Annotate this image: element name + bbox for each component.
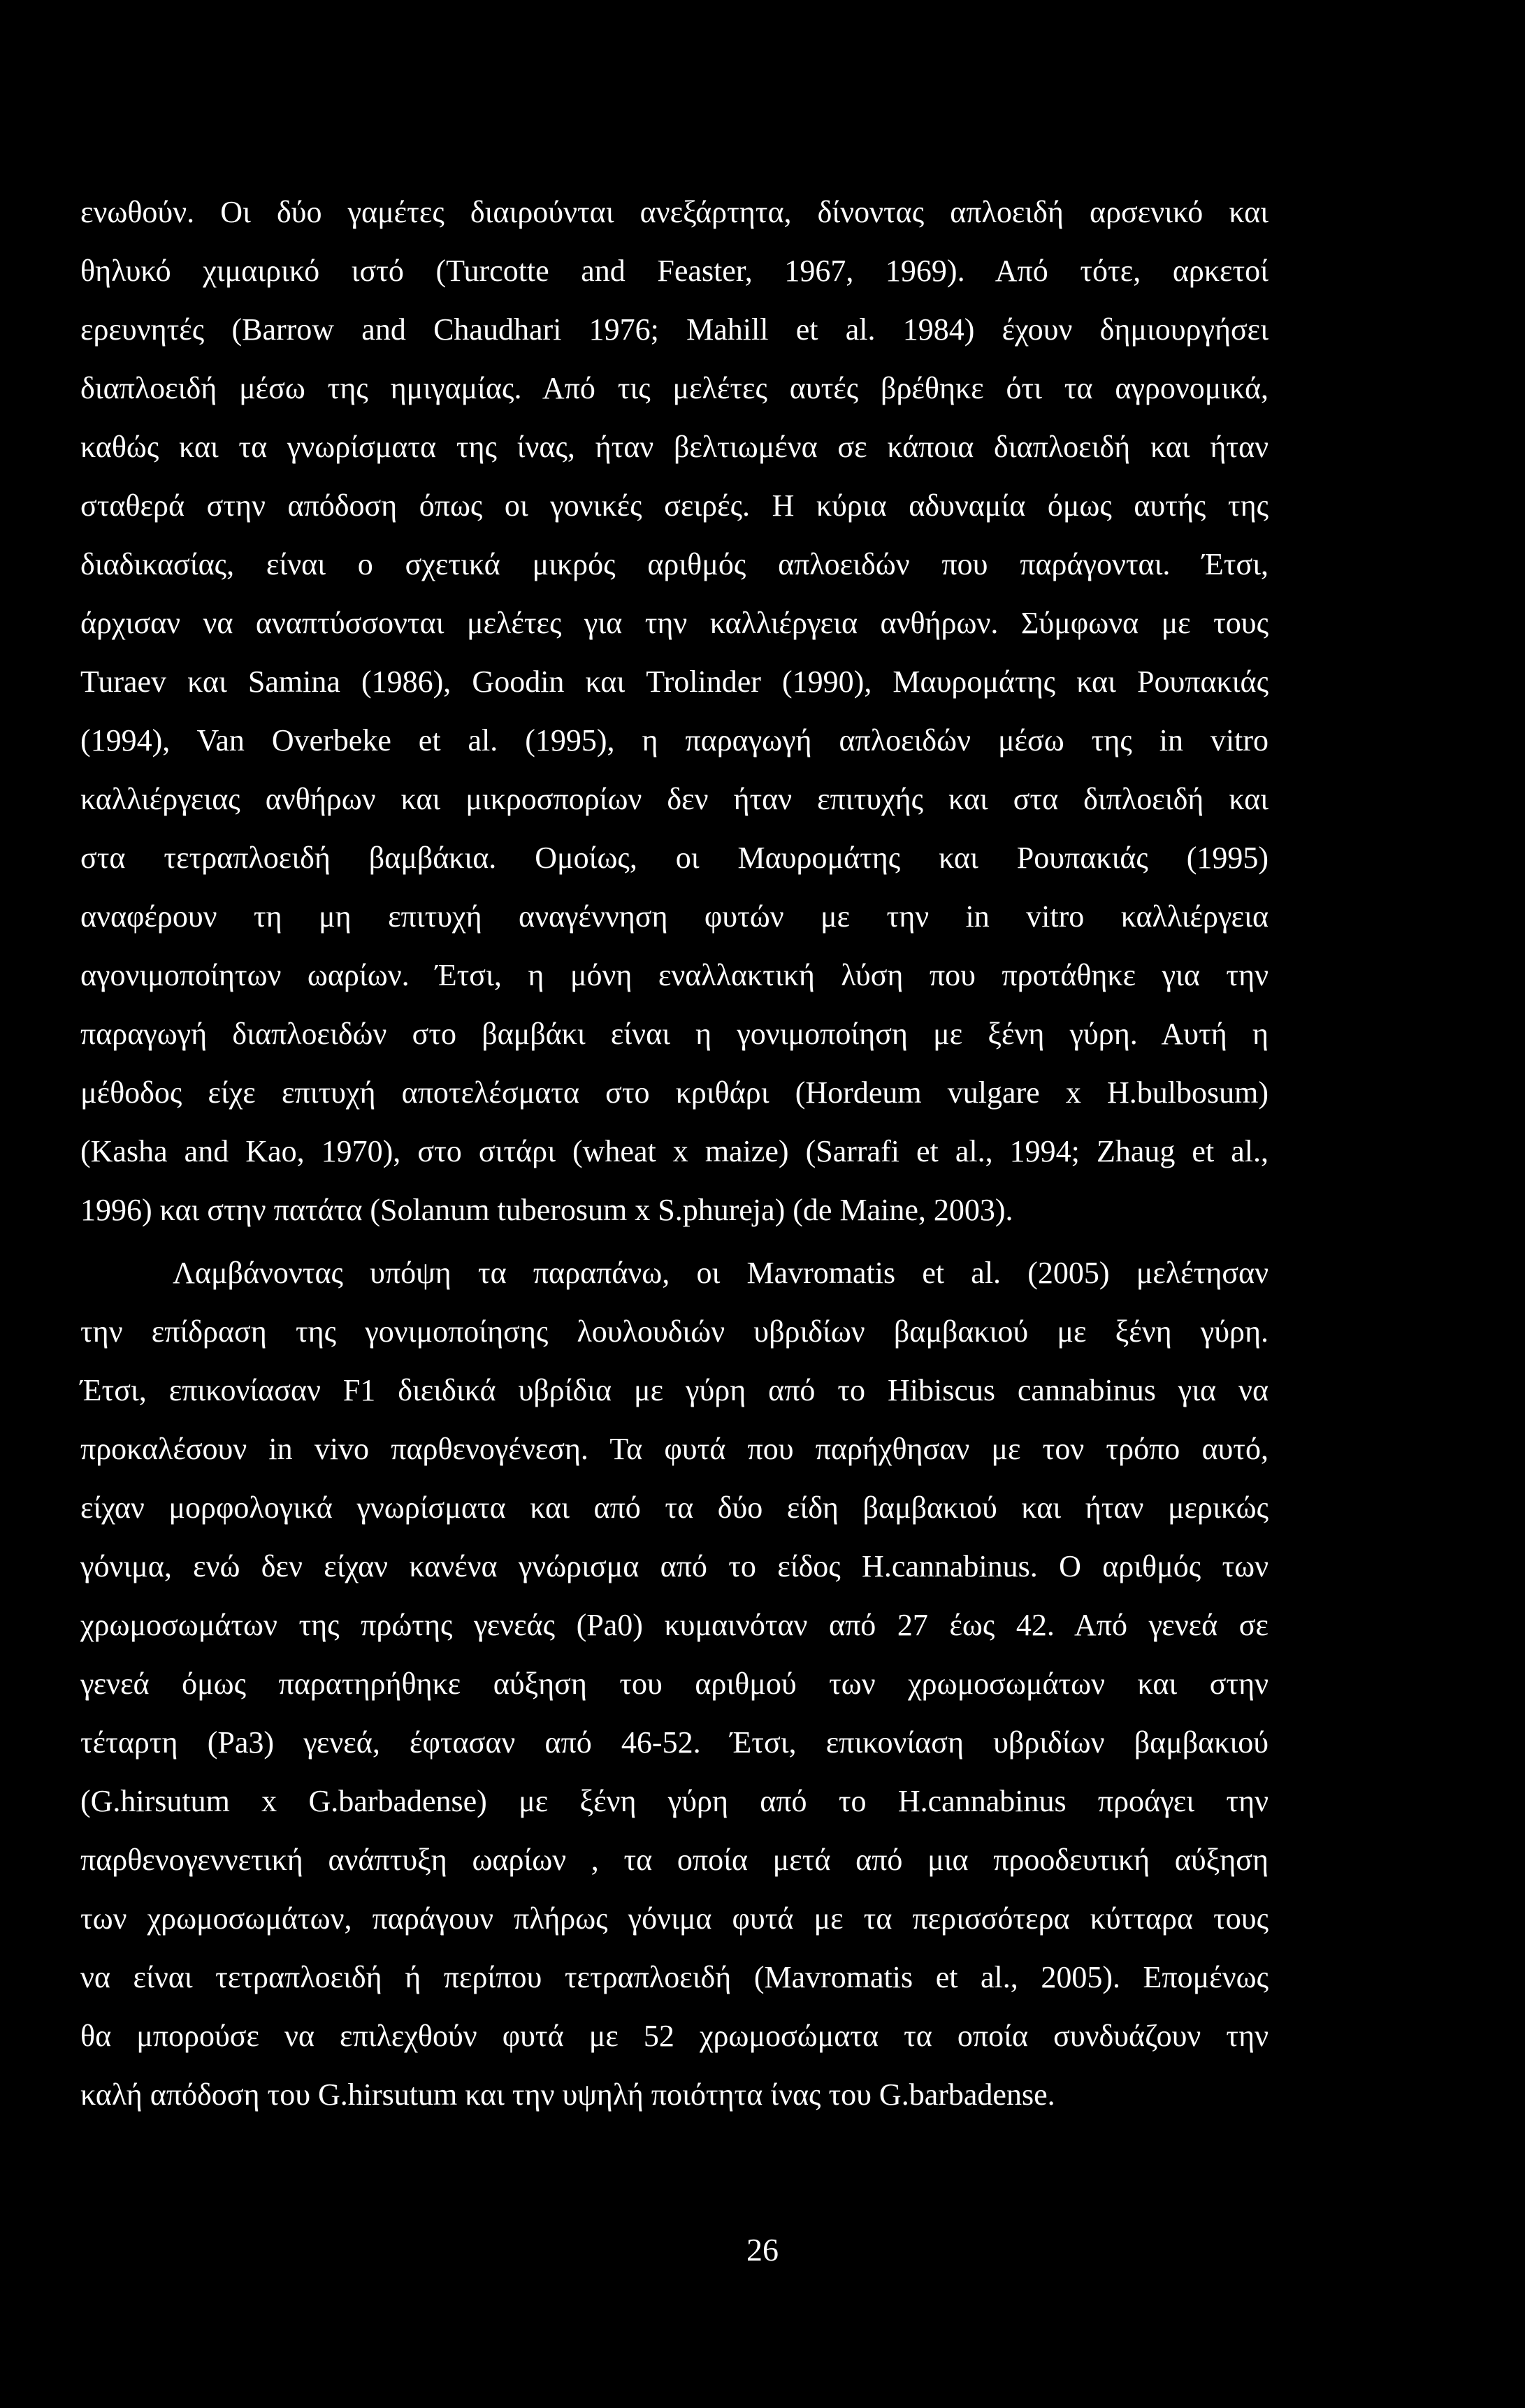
paragraph-line: Turaev και Samina (1986), Goodin και Trolinder (1990), Μαυρομάτης και Ρουπακιάς [80,665,1269,699]
paragraph-line: καλή απόδοση του G.hirsutum και την υψηλή ποιότητα ίνας του G.barbadense. [80,2077,1055,2112]
paragraph-line: την επίδραση της γονιμοποίησης λουλουδιών υβριδίων βαμβακιού με ξένη γύρη. [80,1314,1269,1349]
paragraph-line: διαδικασίας, είναι ο σχετικά μικρός αριθμός απλοειδών που παράγονται. Έτσι, [80,547,1269,581]
paragraph-line: (Kasha and Kao, 1970), στο σιτάρι (wheat x maize) (Sarrafi et al., 1994; Zhaug et al., [80,1134,1269,1168]
paragraph-line: των χρωμοσωμάτων, παράγουν πλήρως γόνιμα φυτά με τα περισσότερα κύτταρα τους [80,1901,1269,1936]
paragraph-line: παραγωγή διαπλοειδών στο βαμβάκι είναι η γονιμοποίηση με ξένη γύρη. Αυτή η [80,1017,1269,1051]
paragraph-line: γενεά όμως παρατηρήθηκε αύξηση του αριθμού των χρωμοσωμάτων και στην [80,1667,1269,1701]
paragraph-line: παρθενογεννετική ανάπτυξη ωαρίων , τα οποία μετά από μια προοδευτική αύξηση [80,1843,1269,1877]
paragraph-line: αναφέρουν τη μη επιτυχή αναγέννηση φυτών με την in vitro καλλιέργεια [80,899,1269,934]
paragraph-line: Λαμβάνοντας υπόψη τα παραπάνω, οι Mavromatis et al. (2005) μελέτησαν [173,1256,1269,1290]
paragraph-line: (G.hirsutum x G.barbadense) με ξένη γύρη από το H.cannabinus προάγει την [80,1784,1269,1818]
paragraph-line: μέθοδος είχε επιτυχή αποτελέσματα στο κριθάρι (Hordeum vulgare x H.bulbosum) [80,1075,1269,1110]
body-text [80,183,1269,2124]
paragraph-line: γόνιμα, ενώ δεν είχαν κανένα γνώρισμα από το είδος H.cannabinus. Ο αριθμός των [80,1549,1269,1583]
paragraph-line: Έτσι, επικονίασαν F1 διειδικά υβρίδια με γύρη από το Hibiscus cannabinus για να [80,1373,1269,1407]
paragraph-line: ενωθούν. Οι δύο γαμέτες διαιρούνται ανεξάρτητα, δίνοντας απλοειδή αρσενικό και [80,195,1269,229]
paragraph-line: άρχισαν να αναπτύσσονται μελέτες για την καλλιέργεια ανθήρων. Σύμφωνα με τους [80,606,1269,640]
paragraph-1 [80,183,1269,1240]
paragraph-line: τέταρτη (Pa3) γενεά, έφτασαν από 46-52. Έτσι, επικονίαση υβριδίων βαμβακιού [80,1725,1269,1760]
paragraph-line: καλλιέργειας ανθήρων και μικροσπορίων δεν ήταν επιτυχής και στα διπλοειδή και [80,782,1269,816]
paragraph-line: θηλυκό χιμαιρικό ιστό (Turcotte and Feaster, 1967, 1969). Από τότε, αρκετοί [80,254,1269,288]
paragraph-line: καθώς και τα γνωρίσματα της ίνας, ήταν βελτιωμένα σε κάποια διαπλοειδή και ήταν [80,430,1269,464]
paragraph-line: προκαλέσουν in vivo παρθενογένεση. Τα φυτά που παρήχθησαν με τον τρόπο αυτό, [80,1432,1269,1466]
paragraph-line: χρωμοσωμάτων της πρώτης γενεάς (Pa0) κυμαινόταν από 27 έως 42. Από γενεά σε [80,1608,1269,1642]
paragraph-line: στα τετραπλοειδή βαμβάκια. Ομοίως, οι Μαυρομάτης και Ρουπακιάς (1995) [80,841,1269,875]
paragraph-line: σταθερά στην απόδοση όπως οι γονικές σειρές. Η κύρια αδυναμία όμως αυτής της [80,488,1269,523]
paragraph-line: (1994), Van Overbeke et al. (1995), η παραγωγή απλοειδών μέσω της in vitro [80,723,1269,757]
paragraph-line: θα μπορούσε να επιλεχθούν φυτά με 52 χρωμοσώματα τα οποία συνδυάζουν την [80,2019,1269,2053]
paragraph-line: διαπλοειδή μέσω της ημιγαμίας. Από τις μελέτες αυτές βρέθηκε ότι τα αγρονομικά, [80,371,1269,405]
paragraph-line: 1996) και στην πατάτα (Solanum tuberosum x S.phureja) (de Maine, 2003). [80,1193,1013,1227]
paragraph-line: να είναι τετραπλοειδή ή περίπου τετραπλοειδή (Mavromatis et al., 2005). Επομένως [80,1960,1269,1994]
paragraph-line: ερευνητές (Barrow and Chaudhari 1976; Mahill et al. 1984) έχουν δημιουργήσει [80,312,1269,347]
paragraph-2 [80,1244,1269,2124]
paragraph-line: είχαν μορφολογικά γνωρίσματα και από τα δύο είδη βαμβακιού και ήταν μερικώς [80,1491,1269,1525]
paragraph-line: αγονιμοποίητων ωαρίων. Έτσι, η μόνη εναλλακτική λύση που προτάθηκε για την [80,958,1269,992]
page-number: 26 [746,2232,779,2268]
